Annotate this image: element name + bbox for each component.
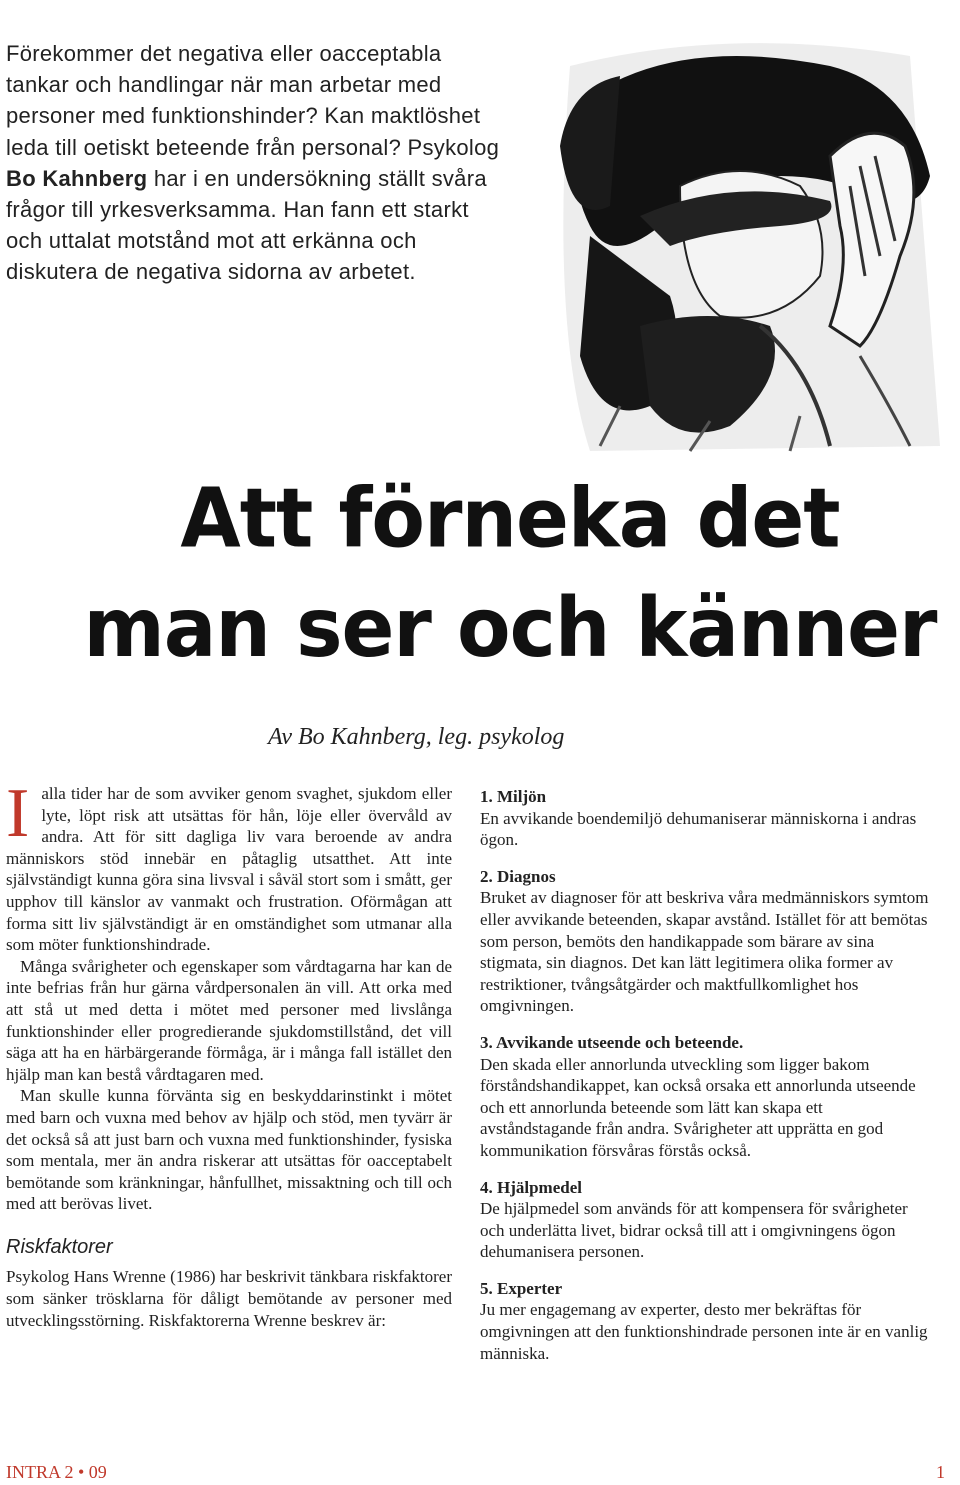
risk-item xyxy=(480,1177,934,1263)
risk-item-heading: 4. Hjälpmedel xyxy=(480,1177,582,1197)
right-column xyxy=(480,786,934,1379)
risk-item xyxy=(480,1278,934,1364)
paragraph-3: Man skulle kunna förvänta sig en beskyddarinstinkt i mötet med barn och vuxna med behov av hjälp och stöd, men tyvärr är det också så att just barn och vuxna med funktionshinder, fysiska som mentala, mer än andra riskerar att utsättas för oacceptabelt bemötande som kränkningar, hånfullhet, missaktning och till och med att berövas livet. xyxy=(6,1086,452,1214)
subheading-riskfaktorer: Riskfaktorer xyxy=(6,1235,113,1258)
paragraph-4: Psykolog Hans Wrenne (1986) har beskrivit tänkbara riskfaktorer som sänker trösklarna för dåligt bemötande av personer med utvecklingsstörning. Riskfaktorerna Wrenne beskrev är: xyxy=(6,1267,452,1330)
dropcap: I xyxy=(6,775,30,852)
risk-item-text: Ju mer engagemang av experter, desto mer bekräftas för omgivningen att den funktionshindrade personen inte är en vanlig människa. xyxy=(480,1300,928,1363)
paragraph-2: Många svårigheter och egenskaper som vårdtagarna har kan de inte befrias från hur gärna vårdpersonalen än vill. Att orka med att stå ut med detta i mötet med personer med livslånga funktionshinder eller progredierande sjukdomstillstånd, det vill säga att ha en härbärgerande förmåga, är i många fall istället den hjälp man kan bestå vårdtagaren med. xyxy=(6,956,452,1084)
risk-item-heading: 1. Miljön xyxy=(480,787,547,806)
article-headline xyxy=(80,465,940,683)
headline-line-2: man ser och känner xyxy=(83,581,937,676)
risk-item xyxy=(480,1032,934,1162)
risk-item xyxy=(480,866,934,1017)
page-number: 1 xyxy=(936,1462,945,1482)
left-column xyxy=(6,775,452,1331)
ink-illustration xyxy=(530,26,950,456)
intro-paragraph: Förekommer det negativa eller oacceptabla tankar och handlingar när man arbetar med personer med funktionshinder? Kan maktlöshet leda till oetiskt beteende från personal? Psykolog Bo Kahnberg har i en undersökning ställt svåra frågor till yrkesverksamma. Han fann ett starkt och uttalat motstånd mot att erkänna och diskutera de negativa sidorna av arbetet. xyxy=(6,41,500,285)
footer-publication: INTRA 2 • 09 xyxy=(6,1462,107,1482)
intro-author-name: Bo Kahnberg xyxy=(6,165,148,191)
paragraph-1: Ialla tider har de som avviker genom svaghet, sjukdom eller lyte, löpt risk att utsättas för hån, löje eller övervåld av andra. Att för sitt dagliga liv vara beroende av andra människors stöd innebär en påtaglig utsatthet. Att inte självständigt kunna göra sina livsval i såväl stort som i smått, ger upphov till känslor av vanmakt och frustration. Oförmågan att forma sitt liv självständigt är en omständighet som utmanar alla som möter funktionshindrade. xyxy=(6,775,452,955)
risk-item-text: Den skada eller annorlunda utveckling som ligger bakom förståndshandikappet, kan också orsaka ett annorlunda utseende och ett annorlunda beteende som lätt kan skapa ett avståndstagande från andra. Svårigheter att upprätta en god kommunikation försvåras förstås också. xyxy=(480,1054,916,1160)
risk-item-heading: 5. Experter xyxy=(480,1278,563,1298)
risk-item-text: De hjälpmedel som används för att kompensera för svårigheter och underlätta livet, bidrar också till att i omgivningens ögon dehumanisera personen. xyxy=(480,1199,908,1262)
risk-item-text: Bruket av diagnoser för att beskriva våra medmänniskors symtom eller avvikande beteenden, skapar avstånd. Istället för att bemötas som person, bemöts den handikappade som bärare av sina stigmata, sin diagnos. Det kan lätt legitimera olika former av restriktioner, tvångsåtgärder och maktfullkomlighet hos omgivningen. xyxy=(480,888,929,1016)
risk-item xyxy=(480,786,934,851)
risk-item-heading: 2. Diagnos xyxy=(480,866,556,886)
risk-item-heading: 3. Avvikande utseende och beteende. xyxy=(480,1032,744,1052)
byline: Av Bo Kahnberg, leg. psykolog xyxy=(268,724,565,750)
risk-item-text: En avvikande boendemiljö dehumaniserar människorna i andras ögon. xyxy=(480,808,917,850)
headline-line-1: Att förneka det xyxy=(180,472,840,567)
